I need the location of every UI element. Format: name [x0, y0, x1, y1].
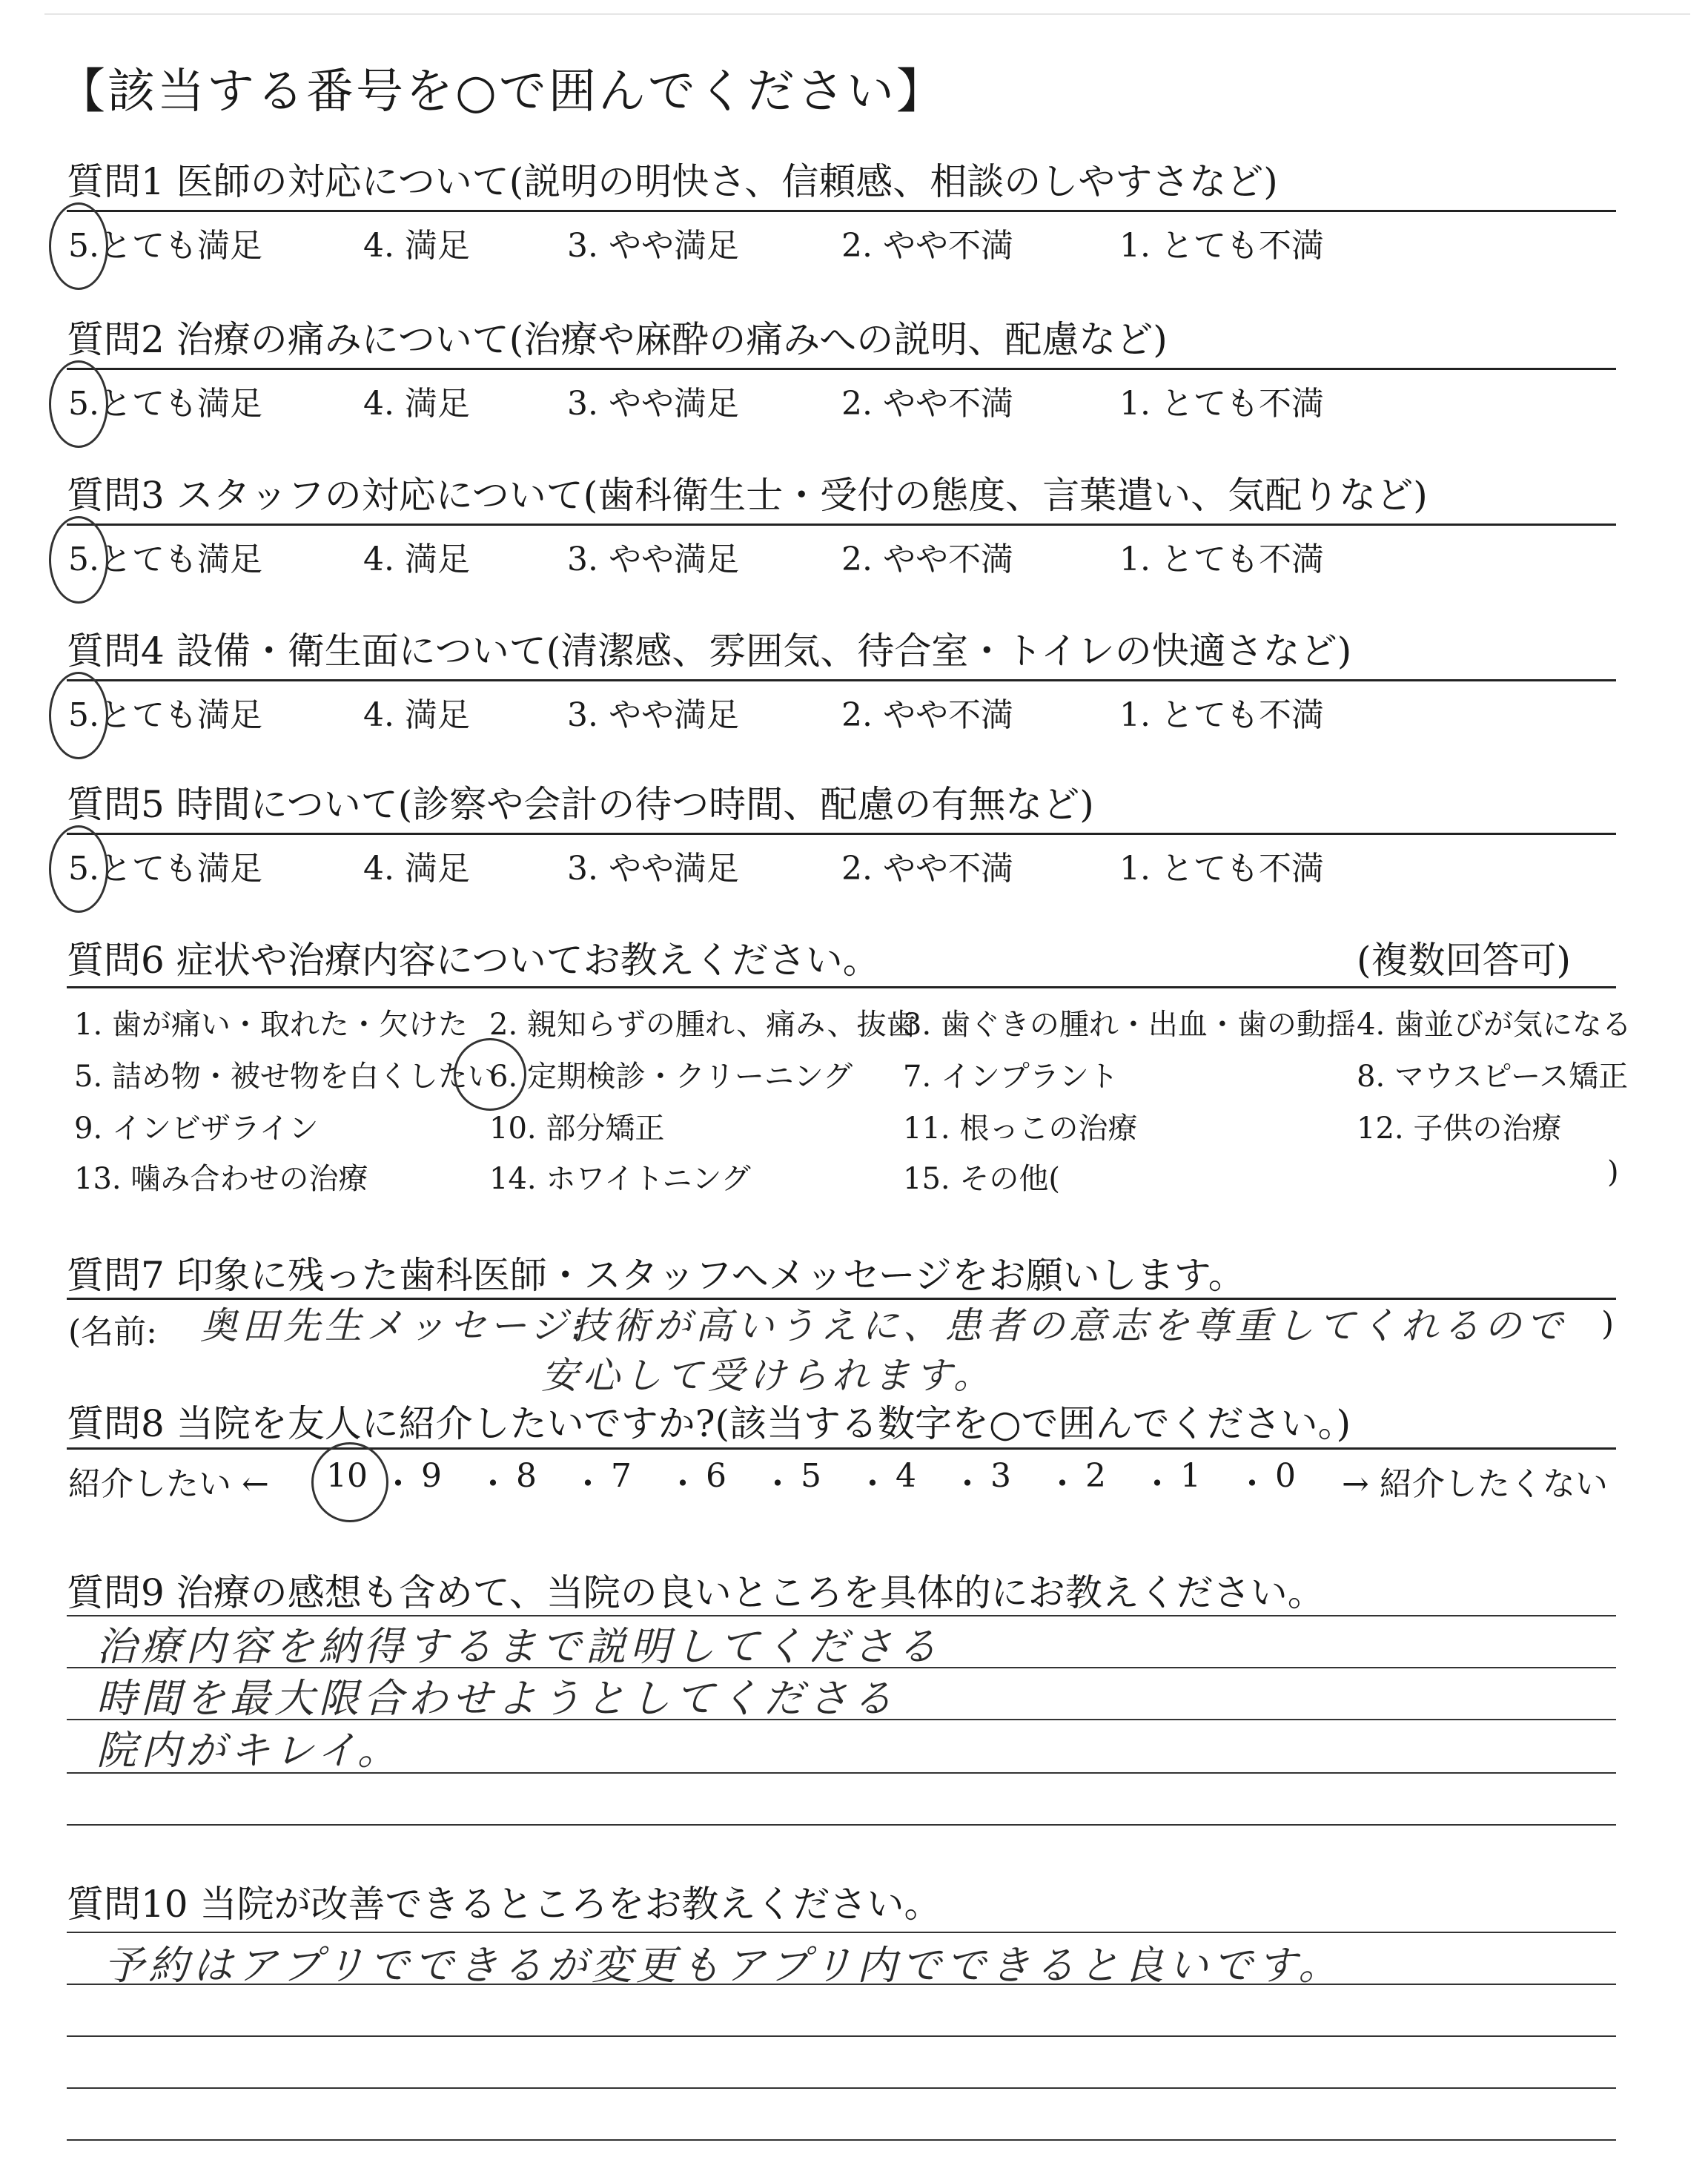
q4-option-4[interactable]: 4. 満足 — [363, 696, 470, 734]
q1-option-2[interactable]: 2. やや不満 — [841, 227, 1013, 265]
q6-option-3[interactable]: 3. 歯ぐきの腫れ・出血・歯の動揺 — [903, 1008, 1356, 1042]
q4-rule — [67, 679, 1616, 681]
q10-answer-line — [67, 2035, 1616, 2037]
q8-scale-dot: ・ — [666, 1465, 699, 1503]
q1-selection-circle[interactable] — [49, 202, 108, 290]
q10-answer-line — [67, 1932, 1616, 1933]
q6-option-8[interactable]: 8. マウスピース矯正 — [1357, 1060, 1629, 1094]
q1-rule — [67, 210, 1616, 212]
q9-answer-line — [67, 1824, 1616, 1826]
q8-scale-dot: ・ — [951, 1465, 984, 1503]
q6-rule — [67, 986, 1616, 988]
q10-answer-line — [67, 2139, 1616, 2141]
q8-scale-dot: ・ — [572, 1465, 604, 1503]
q10-label: 質問10 当院が改善できるところをお教えください。 — [67, 1883, 941, 1926]
q6-option-13[interactable]: 13. 噛み合わせの治療 — [74, 1162, 368, 1196]
q8-scale-2[interactable]: 2 — [1085, 1457, 1106, 1495]
q8-selection-circle[interactable] — [311, 1442, 388, 1522]
q2-option-5[interactable]: 5.とても満足 — [68, 385, 262, 423]
q6-option-2[interactable]: 2. 親知らずの腫れ、痛み、抜歯 — [489, 1008, 916, 1042]
q8-scale-7[interactable]: 7 — [611, 1457, 632, 1495]
q6-option-11[interactable]: 11. 根っこの治療 — [903, 1112, 1138, 1146]
q4-option-2[interactable]: 2. やや不満 — [841, 696, 1013, 734]
q9-answer-2[interactable]: 時間を最大限合わせようとしてくださる — [96, 1675, 897, 1722]
q6-option-6[interactable]: 6. 定期検診・クリーニング — [489, 1060, 853, 1094]
q2-selection-circle[interactable] — [49, 360, 108, 448]
q1-option-4[interactable]: 4. 満足 — [363, 227, 470, 265]
q6-option-12[interactable]: 12. 子供の治療 — [1357, 1112, 1562, 1146]
q8-scale-dot: ・ — [1141, 1465, 1174, 1503]
q9-answer-3[interactable]: 院内がキレイ。 — [96, 1727, 402, 1774]
q6-option-4[interactable]: 4. 歯並びが気になる — [1357, 1008, 1632, 1042]
q8-scale-1[interactable]: 1 — [1180, 1457, 1201, 1495]
q8-scale-10[interactable]: 10 — [326, 1457, 368, 1495]
q1-option-3[interactable]: 3. やや満足 — [567, 227, 739, 265]
q8-left-label: 紹介したい ← — [68, 1465, 269, 1503]
q2-label: 質問2 治療の痛みについて(治療や麻酔の痛みへの説明、配慮など) — [67, 318, 1168, 361]
q4-option-3[interactable]: 3. やや満足 — [567, 696, 739, 734]
q6-option-9[interactable]: 9. インビザライン — [74, 1112, 319, 1146]
q10-answer-line — [67, 2087, 1616, 2089]
q7-label: 質問7 印象に残った歯科医師・スタッフへメッセージをお願いします。 — [67, 1254, 1245, 1297]
q8-scale-dot: ・ — [856, 1465, 889, 1503]
q7-message-line1[interactable]: 技術が高いうえに、患者の意志を尊重してくれるので — [571, 1304, 1567, 1347]
q8-scale-9[interactable]: 9 — [421, 1457, 442, 1495]
q9-label: 質問9 治療の感想も含めて、当院の良いところを具体的にお教えください。 — [67, 1571, 1325, 1614]
q5-option-5[interactable]: 5.とても満足 — [68, 850, 262, 888]
top-edge-line — [44, 13, 1690, 15]
q4-option-5[interactable]: 5.とても満足 — [68, 696, 262, 734]
q9-answer-1[interactable]: 治療内容を納得するまで説明してくださる — [96, 1623, 941, 1670]
q8-rule — [67, 1447, 1616, 1450]
q3-option-4[interactable]: 4. 満足 — [363, 541, 470, 578]
q8-scale-5[interactable]: 5 — [801, 1457, 821, 1495]
q6-label: 質問6 症状や治療内容についてお教えください。 — [67, 939, 880, 982]
q2-option-4[interactable]: 4. 満足 — [363, 385, 470, 423]
q2-option-2[interactable]: 2. やや不満 — [841, 385, 1013, 423]
q8-right-label: → 紹介したくない — [1342, 1465, 1608, 1503]
q6-option-15[interactable]: 15. その他( — [903, 1162, 1060, 1196]
q8-scale-8[interactable]: 8 — [516, 1457, 537, 1495]
q6-option-16[interactable]: ) — [1607, 1155, 1619, 1189]
q3-rule — [67, 524, 1616, 526]
q3-option-2[interactable]: 2. やや不満 — [841, 541, 1013, 578]
q8-scale-dot: ・ — [1236, 1465, 1268, 1503]
q6-option-1[interactable]: 1. 歯が痛い・取れた・欠けた — [74, 1008, 468, 1042]
q3-option-3[interactable]: 3. やや満足 — [567, 541, 739, 578]
q6-option-10[interactable]: 10. 部分矯正 — [489, 1112, 665, 1146]
q8-scale-0[interactable]: 0 — [1275, 1457, 1296, 1495]
q5-rule — [67, 833, 1616, 835]
q2-option-1[interactable]: 1. とても不満 — [1119, 385, 1324, 423]
q5-label: 質問5 時間について(診察や会計の待つ時間、配慮の有無など) — [67, 783, 1094, 826]
q6-option-7[interactable]: 7. インプラント — [903, 1060, 1119, 1094]
q8-scale-dot: ・ — [477, 1465, 509, 1503]
q5-option-1[interactable]: 1. とても不満 — [1119, 850, 1324, 888]
q6-selection-circle[interactable] — [454, 1038, 526, 1111]
q4-selection-circle[interactable] — [49, 672, 108, 759]
q10-answer-1[interactable]: 予約はアプリでできるが変更もアプリ内でできると良いです。 — [104, 1942, 1343, 1989]
q3-label: 質問3 スタッフの対応について(歯科衛生士・受付の態度、言葉遣い、気配りなど) — [67, 474, 1428, 517]
q5-option-4[interactable]: 4. 満足 — [363, 850, 470, 888]
q2-rule — [67, 368, 1616, 370]
q7-close-paren: ) — [1601, 1305, 1615, 1343]
q2-option-3[interactable]: 3. やや満足 — [567, 385, 739, 423]
q1-label: 質問1 医師の対応について(説明の明快さ、信頼感、相談のしやすさなど) — [67, 160, 1278, 203]
q8-scale-4[interactable]: 4 — [896, 1457, 916, 1495]
q8-scale-dot: ・ — [1046, 1465, 1079, 1503]
q6-option-5[interactable]: 5. 詰め物・被せ物を白くしたい — [74, 1060, 497, 1094]
q7-message-line2[interactable]: 安心して受けられます。 — [541, 1354, 995, 1397]
q4-label: 質問4 設備・衛生面について(清潔感、雰囲気、待合室・トイレの快適さなど) — [67, 630, 1352, 673]
q3-option-1[interactable]: 1. とても不満 — [1119, 541, 1324, 578]
q4-option-1[interactable]: 1. とても不満 — [1119, 696, 1324, 734]
q8-label: 質問8 当院を友人に紹介したいですか?(該当する数字を○で囲んでください。) — [67, 1402, 1351, 1445]
q8-scale-dot: ・ — [761, 1465, 794, 1503]
q1-option-1[interactable]: 1. とても不満 — [1119, 227, 1324, 265]
q5-option-3[interactable]: 3. やや満足 — [567, 850, 739, 888]
q7-name-handwritten[interactable]: 奥田先生メッセージ: — [200, 1304, 589, 1347]
q8-scale-dot: ・ — [382, 1465, 414, 1503]
q1-option-5[interactable]: 5.とても満足 — [68, 227, 262, 265]
q8-scale-3[interactable]: 3 — [990, 1457, 1011, 1495]
q5-option-2[interactable]: 2. やや不満 — [841, 850, 1013, 888]
q5-selection-circle[interactable] — [49, 825, 108, 913]
q6-multi-note: (複数回答可) — [1357, 939, 1572, 982]
q6-option-14[interactable]: 14. ホワイトニング — [489, 1162, 751, 1196]
instruction-heading: 【該当する番号を○で囲んでください】 — [58, 65, 946, 119]
q8-scale-6[interactable]: 6 — [706, 1457, 726, 1495]
q3-option-5[interactable]: 5.とても満足 — [68, 541, 262, 578]
q7-name-prefix: (名前: — [68, 1313, 157, 1351]
q3-selection-circle[interactable] — [49, 516, 108, 604]
